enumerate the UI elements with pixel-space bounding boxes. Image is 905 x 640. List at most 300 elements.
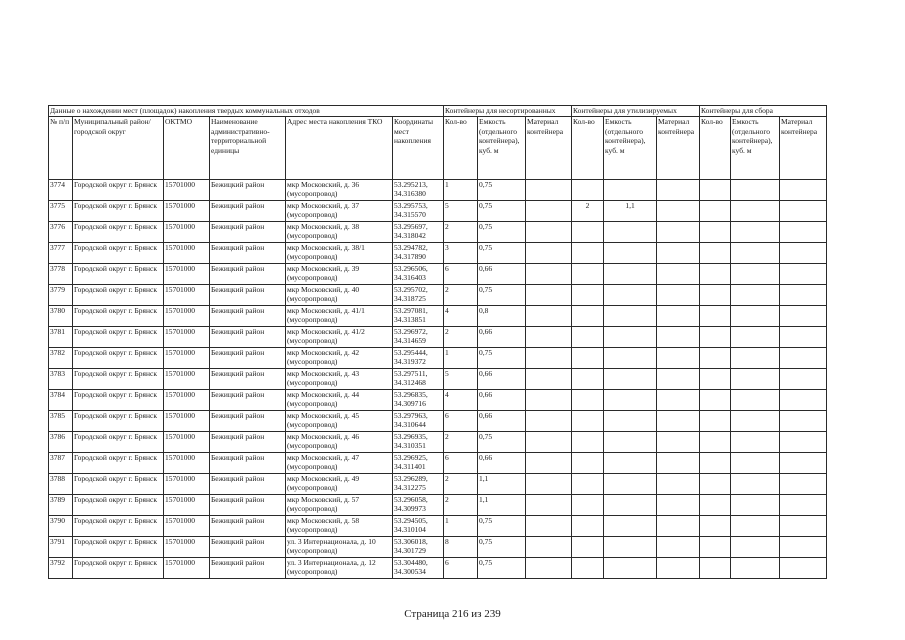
material-unsorted-cell (526, 285, 572, 306)
qty-collection-cell (700, 243, 731, 264)
capacity-collection-cell (731, 390, 780, 411)
longitude: 34.317890 (394, 252, 426, 261)
latitude: 53.296925, (394, 453, 428, 462)
capacity-recyclable-cell (604, 474, 657, 495)
qty-unsorted-cell: 2 (444, 495, 478, 516)
capacity-recyclable-cell (604, 411, 657, 432)
qty-collection-cell (700, 432, 731, 453)
material-collection-cell (780, 411, 827, 432)
address-cell: мкр Московский, д. 47 (мусоропровод) (286, 453, 393, 474)
material-collection-cell (780, 495, 827, 516)
longitude: 34.315570 (394, 210, 426, 219)
row-number: 3792 (49, 558, 73, 579)
coords-cell (393, 285, 444, 306)
table-row (49, 306, 827, 327)
oktmo-cell: 15701000 (164, 516, 210, 537)
material-unsorted-cell (526, 180, 572, 201)
admin-unit-cell: Бежицкий район (210, 453, 286, 474)
longitude: 34.300534 (394, 567, 426, 576)
latitude: 53.296935, (394, 432, 428, 441)
longitude: 34.318042 (394, 231, 426, 240)
coords-cell (393, 537, 444, 558)
latitude: 53.295753, (394, 201, 428, 210)
material-collection-cell (780, 285, 827, 306)
qty-recyclable-cell (572, 306, 604, 327)
material-recyclable-cell (657, 495, 700, 516)
capacity-collection-cell (731, 453, 780, 474)
latitude: 53.297511, (394, 369, 428, 378)
capacity-unsorted-cell: 1,1 (478, 474, 526, 495)
material-recyclable-cell (657, 411, 700, 432)
coords-cell (393, 390, 444, 411)
latitude: 53.296289, (394, 474, 428, 483)
page-number: Страница 216 из 239 (404, 608, 501, 620)
address-cell: мкр Московский, д. 38 (мусоропровод) (286, 222, 393, 243)
coords-cell (393, 453, 444, 474)
qty-recyclable-cell (572, 369, 604, 390)
address-cell: мкр Московский, д. 40 (мусоропровод) (286, 285, 393, 306)
capacity-recyclable-cell (604, 222, 657, 243)
header-col-capacity-recyclable: Емкость (отдельного контейнера), куб. м (604, 117, 657, 180)
longitude: 34.313851 (394, 315, 426, 324)
capacity-recyclable-cell (604, 558, 657, 579)
address-cell: мкр Московский, д. 43 (мусоропровод) (286, 369, 393, 390)
material-recyclable-cell (657, 432, 700, 453)
capacity-collection-cell (731, 495, 780, 516)
municipal-cell: Городской округ г. Брянск (73, 285, 164, 306)
material-unsorted-cell (526, 411, 572, 432)
qty-collection-cell (700, 285, 731, 306)
qty-unsorted-cell: 2 (444, 327, 478, 348)
address-cell: мкр Московский, д. 41/2 (мусоропровод) (286, 327, 393, 348)
capacity-recyclable-cell (604, 306, 657, 327)
qty-unsorted-cell: 6 (444, 558, 478, 579)
material-recyclable-cell (657, 390, 700, 411)
qty-unsorted-cell: 4 (444, 390, 478, 411)
capacity-collection-cell (731, 369, 780, 390)
material-recyclable-cell (657, 453, 700, 474)
table-row (49, 390, 827, 411)
material-recyclable-cell (657, 558, 700, 579)
header-col-num: № п/п (49, 117, 73, 180)
longitude: 34.311401 (394, 462, 426, 471)
capacity-unsorted-cell: 0,66 (478, 390, 526, 411)
material-recyclable-cell (657, 306, 700, 327)
capacity-unsorted-cell: 0,66 (478, 369, 526, 390)
latitude: 53.295213, (394, 180, 428, 189)
admin-unit-cell: Бежицкий район (210, 474, 286, 495)
capacity-collection-cell (731, 306, 780, 327)
admin-unit-cell: Бежицкий район (210, 201, 286, 222)
material-collection-cell (780, 264, 827, 285)
capacity-collection-cell (731, 327, 780, 348)
capacity-recyclable-cell (604, 243, 657, 264)
latitude: 53.304480, (394, 558, 428, 567)
capacity-collection-cell (731, 201, 780, 222)
coords-cell (393, 474, 444, 495)
row-number: 3778 (49, 264, 73, 285)
capacity-unsorted-cell: 0,66 (478, 453, 526, 474)
table-row (49, 348, 827, 369)
capacity-unsorted-cell: 0,75 (478, 201, 526, 222)
capacity-recyclable-cell (604, 453, 657, 474)
material-unsorted-cell (526, 201, 572, 222)
header-col-qty-collection: Кол-во (700, 117, 731, 180)
qty-collection-cell (700, 369, 731, 390)
admin-unit-cell: Бежицкий район (210, 180, 286, 201)
qty-collection-cell (700, 495, 731, 516)
qty-unsorted-cell: 1 (444, 180, 478, 201)
row-number: 3780 (49, 306, 73, 327)
header-col-oktmo: ОКТМО (164, 117, 210, 180)
material-collection-cell (780, 306, 827, 327)
material-collection-cell (780, 243, 827, 264)
material-collection-cell (780, 474, 827, 495)
table-row (49, 180, 827, 201)
address-cell: мкр Московский, д. 37 (мусоропровод) (286, 201, 393, 222)
material-unsorted-cell (526, 537, 572, 558)
row-number: 3774 (49, 180, 73, 201)
admin-unit-cell: Бежицкий район (210, 537, 286, 558)
capacity-unsorted-cell: 0,75 (478, 537, 526, 558)
longitude: 34.316403 (394, 273, 426, 282)
row-number: 3787 (49, 453, 73, 474)
row-number: 3788 (49, 474, 73, 495)
capacity-recyclable-cell (604, 285, 657, 306)
address-cell: мкр Московский, д. 45 (мусоропровод) (286, 411, 393, 432)
latitude: 53.296972, (394, 327, 428, 336)
material-recyclable-cell (657, 285, 700, 306)
latitude: 53.295702, (394, 285, 428, 294)
capacity-collection-cell (731, 222, 780, 243)
municipal-cell: Городской округ г. Брянск (73, 327, 164, 348)
admin-unit-cell: Бежицкий район (210, 222, 286, 243)
table-row (49, 495, 827, 516)
header-group-row (49, 106, 827, 117)
capacity-collection-cell (731, 474, 780, 495)
address-cell: мкр Московский, д. 36 (мусоропровод) (286, 180, 393, 201)
material-recyclable-cell (657, 243, 700, 264)
qty-recyclable-cell (572, 558, 604, 579)
address-cell: мкр Московский, д. 57 (мусоропровод) (286, 495, 393, 516)
capacity-unsorted-cell: 0,75 (478, 348, 526, 369)
capacity-recyclable-cell (604, 432, 657, 453)
municipal-cell: Городской округ г. Брянск (73, 495, 164, 516)
admin-unit-cell: Бежицкий район (210, 243, 286, 264)
latitude: 53.306018, (394, 537, 428, 546)
longitude: 34.310104 (394, 525, 426, 534)
table-row (49, 285, 827, 306)
qty-recyclable-cell (572, 243, 604, 264)
row-number: 3783 (49, 369, 73, 390)
longitude: 34.318725 (394, 294, 426, 303)
table-row (49, 411, 827, 432)
address-cell: мкр Московский, д. 49 (мусоропровод) (286, 474, 393, 495)
qty-unsorted-cell: 5 (444, 201, 478, 222)
municipal-cell: Городской округ г. Брянск (73, 516, 164, 537)
header-col-qty-recyclable: Кол-во (572, 117, 604, 180)
oktmo-cell: 15701000 (164, 369, 210, 390)
qty-recyclable-cell (572, 411, 604, 432)
capacity-recyclable-cell: 1,1 (604, 201, 657, 222)
row-number: 3782 (49, 348, 73, 369)
capacity-collection-cell (731, 537, 780, 558)
header-col-capacity-collection: Емкость (отдельного контейнера), куб. м (731, 117, 780, 180)
municipal-cell: Городской округ г. Брянск (73, 432, 164, 453)
capacity-recyclable-cell (604, 537, 657, 558)
qty-unsorted-cell: 5 (444, 369, 478, 390)
qty-recyclable-cell (572, 390, 604, 411)
latitude: 53.296058, (394, 495, 428, 504)
row-number: 3786 (49, 432, 73, 453)
containers-table (48, 105, 827, 579)
material-recyclable-cell (657, 369, 700, 390)
capacity-recyclable-cell (604, 390, 657, 411)
longitude: 34.310644 (394, 420, 426, 429)
address-cell: ул. 3 Интернационала, д. 10 (мусоропровод) (286, 537, 393, 558)
coords-cell (393, 558, 444, 579)
oktmo-cell: 15701000 (164, 390, 210, 411)
qty-unsorted-cell: 2 (444, 285, 478, 306)
material-recyclable-cell (657, 201, 700, 222)
capacity-collection-cell (731, 348, 780, 369)
capacity-recyclable-cell (604, 369, 657, 390)
oktmo-cell: 15701000 (164, 327, 210, 348)
longitude: 34.312468 (394, 378, 426, 387)
latitude: 53.295444, (394, 348, 428, 357)
qty-recyclable-cell (572, 432, 604, 453)
oktmo-cell: 15701000 (164, 558, 210, 579)
qty-collection-cell (700, 453, 731, 474)
qty-recyclable-cell (572, 474, 604, 495)
capacity-unsorted-cell: 0,75 (478, 222, 526, 243)
municipal-cell: Городской округ г. Брянск (73, 369, 164, 390)
coords-cell (393, 432, 444, 453)
oktmo-cell: 15701000 (164, 285, 210, 306)
oktmo-cell: 15701000 (164, 537, 210, 558)
coords-cell (393, 348, 444, 369)
address-cell: мкр Московский, д. 46 (мусоропровод) (286, 432, 393, 453)
admin-unit-cell: Бежицкий район (210, 369, 286, 390)
qty-recyclable-cell (572, 180, 604, 201)
material-collection-cell (780, 180, 827, 201)
coords-cell (393, 180, 444, 201)
address-cell: мкр Московский, д. 58 (мусоропровод) (286, 516, 393, 537)
capacity-collection-cell (731, 180, 780, 201)
capacity-unsorted-cell: 0,75 (478, 243, 526, 264)
admin-unit-cell: Бежицкий район (210, 348, 286, 369)
qty-unsorted-cell: 2 (444, 222, 478, 243)
header-col-address: Адрес места накопления ТКО (286, 117, 393, 180)
row-number: 3776 (49, 222, 73, 243)
municipal-cell: Городской округ г. Брянск (73, 411, 164, 432)
header-col-material-unsorted: Материал контейнера (526, 117, 572, 180)
capacity-collection-cell (731, 411, 780, 432)
latitude: 53.296506, (394, 264, 428, 273)
table-row (49, 369, 827, 390)
latitude: 53.295697, (394, 222, 428, 231)
capacity-unsorted-cell: 0,8 (478, 306, 526, 327)
capacity-collection-cell (731, 516, 780, 537)
admin-unit-cell: Бежицкий район (210, 390, 286, 411)
header-col-admin: Наименование административно-территориальной единицы (210, 117, 286, 180)
row-number: 3777 (49, 243, 73, 264)
material-unsorted-cell (526, 264, 572, 285)
municipal-cell: Городской округ г. Брянск (73, 348, 164, 369)
qty-unsorted-cell: 6 (444, 411, 478, 432)
qty-collection-cell (700, 516, 731, 537)
material-recyclable-cell (657, 327, 700, 348)
header-col-municipal: Муниципальный район/городской округ (73, 117, 164, 180)
material-collection-cell (780, 558, 827, 579)
material-collection-cell (780, 201, 827, 222)
qty-unsorted-cell: 1 (444, 348, 478, 369)
table-row (49, 558, 827, 579)
qty-collection-cell (700, 390, 731, 411)
municipal-cell: Городской округ г. Брянск (73, 306, 164, 327)
qty-collection-cell (700, 558, 731, 579)
capacity-recyclable-cell (604, 264, 657, 285)
oktmo-cell: 15701000 (164, 201, 210, 222)
qty-recyclable-cell (572, 327, 604, 348)
admin-unit-cell: Бежицкий район (210, 306, 286, 327)
material-unsorted-cell (526, 306, 572, 327)
capacity-recyclable-cell (604, 327, 657, 348)
qty-recyclable-cell (572, 495, 604, 516)
municipal-cell: Городской округ г. Брянск (73, 222, 164, 243)
oktmo-cell: 15701000 (164, 411, 210, 432)
header-col-coords: Координаты мест накопления (393, 117, 444, 180)
material-recyclable-cell (657, 474, 700, 495)
admin-unit-cell: Бежицкий район (210, 285, 286, 306)
table-row (49, 432, 827, 453)
material-recyclable-cell (657, 348, 700, 369)
oktmo-cell: 15701000 (164, 495, 210, 516)
material-unsorted-cell (526, 390, 572, 411)
row-number: 3779 (49, 285, 73, 306)
municipal-cell: Городской округ г. Брянск (73, 558, 164, 579)
municipal-cell: Городской округ г. Брянск (73, 453, 164, 474)
table-row (49, 453, 827, 474)
municipal-cell: Городской округ г. Брянск (73, 201, 164, 222)
qty-unsorted-cell: 4 (444, 306, 478, 327)
row-number: 3789 (49, 495, 73, 516)
capacity-unsorted-cell: 0,66 (478, 264, 526, 285)
row-number: 3790 (49, 516, 73, 537)
header-group-locations: Данные о нахождении мест (площадок) накопления твердых коммунальных отходов (49, 106, 444, 117)
table-row (49, 264, 827, 285)
material-unsorted-cell (526, 558, 572, 579)
qty-collection-cell (700, 264, 731, 285)
material-unsorted-cell (526, 453, 572, 474)
qty-collection-cell (700, 306, 731, 327)
oktmo-cell: 15701000 (164, 180, 210, 201)
header-col-material-collection: Материал контейнера (780, 117, 827, 180)
qty-unsorted-cell: 1 (444, 516, 478, 537)
qty-recyclable-cell: 2 (572, 201, 604, 222)
header-columns-row (49, 117, 827, 180)
header-group-collection: Контейнеры для сбора (700, 106, 827, 117)
material-collection-cell (780, 453, 827, 474)
material-recyclable-cell (657, 516, 700, 537)
oktmo-cell: 15701000 (164, 222, 210, 243)
material-unsorted-cell (526, 432, 572, 453)
capacity-recyclable-cell (604, 348, 657, 369)
longitude: 34.319372 (394, 357, 426, 366)
table-row (49, 327, 827, 348)
admin-unit-cell: Бежицкий район (210, 495, 286, 516)
material-unsorted-cell (526, 327, 572, 348)
longitude: 34.314659 (394, 336, 426, 345)
longitude: 34.310351 (394, 441, 426, 450)
longitude: 34.316380 (394, 189, 426, 198)
material-unsorted-cell (526, 243, 572, 264)
qty-recyclable-cell (572, 453, 604, 474)
coords-cell (393, 516, 444, 537)
material-collection-cell (780, 516, 827, 537)
address-cell: мкр Московский, д. 44 (мусоропровод) (286, 390, 393, 411)
oktmo-cell: 15701000 (164, 474, 210, 495)
qty-recyclable-cell (572, 285, 604, 306)
table-row (49, 201, 827, 222)
address-cell: ул. 3 Интернационала, д. 12 (мусоропровод) (286, 558, 393, 579)
row-number: 3791 (49, 537, 73, 558)
header-group-unsorted: Контейнеры для несортированных (444, 106, 572, 117)
oktmo-cell: 15701000 (164, 243, 210, 264)
table-row (49, 537, 827, 558)
capacity-recyclable-cell (604, 180, 657, 201)
material-collection-cell (780, 222, 827, 243)
table-row (49, 516, 827, 537)
capacity-unsorted-cell: 0,66 (478, 411, 526, 432)
qty-recyclable-cell (572, 348, 604, 369)
oktmo-cell: 15701000 (164, 264, 210, 285)
capacity-unsorted-cell: 0,75 (478, 432, 526, 453)
qty-collection-cell (700, 327, 731, 348)
longitude: 34.309716 (394, 399, 426, 408)
latitude: 53.297963, (394, 411, 428, 420)
material-collection-cell (780, 348, 827, 369)
coords-cell (393, 264, 444, 285)
qty-unsorted-cell: 3 (444, 243, 478, 264)
address-cell: мкр Московский, д. 41/1 (мусоропровод) (286, 306, 393, 327)
qty-recyclable-cell (572, 537, 604, 558)
address-cell: мкр Московский, д. 42 (мусоропровод) (286, 348, 393, 369)
qty-unsorted-cell: 2 (444, 432, 478, 453)
coords-cell (393, 306, 444, 327)
header-col-capacity-unsorted: Емкость (отдельного контейнера), куб. м (478, 117, 526, 180)
municipal-cell: Городской округ г. Брянск (73, 390, 164, 411)
qty-unsorted-cell: 6 (444, 453, 478, 474)
municipal-cell: Городской округ г. Брянск (73, 243, 164, 264)
capacity-collection-cell (731, 264, 780, 285)
header-group-recyclable: Контейнеры для утилизируемых (572, 106, 700, 117)
qty-collection-cell (700, 348, 731, 369)
qty-recyclable-cell (572, 264, 604, 285)
latitude: 53.297081, (394, 306, 428, 315)
capacity-collection-cell (731, 243, 780, 264)
municipal-cell: Городской округ г. Брянск (73, 537, 164, 558)
qty-collection-cell (700, 180, 731, 201)
material-unsorted-cell (526, 495, 572, 516)
capacity-recyclable-cell (604, 495, 657, 516)
admin-unit-cell: Бежицкий район (210, 411, 286, 432)
material-collection-cell (780, 390, 827, 411)
capacity-unsorted-cell: 0,75 (478, 558, 526, 579)
qty-recyclable-cell (572, 516, 604, 537)
material-collection-cell (780, 432, 827, 453)
coords-cell (393, 201, 444, 222)
